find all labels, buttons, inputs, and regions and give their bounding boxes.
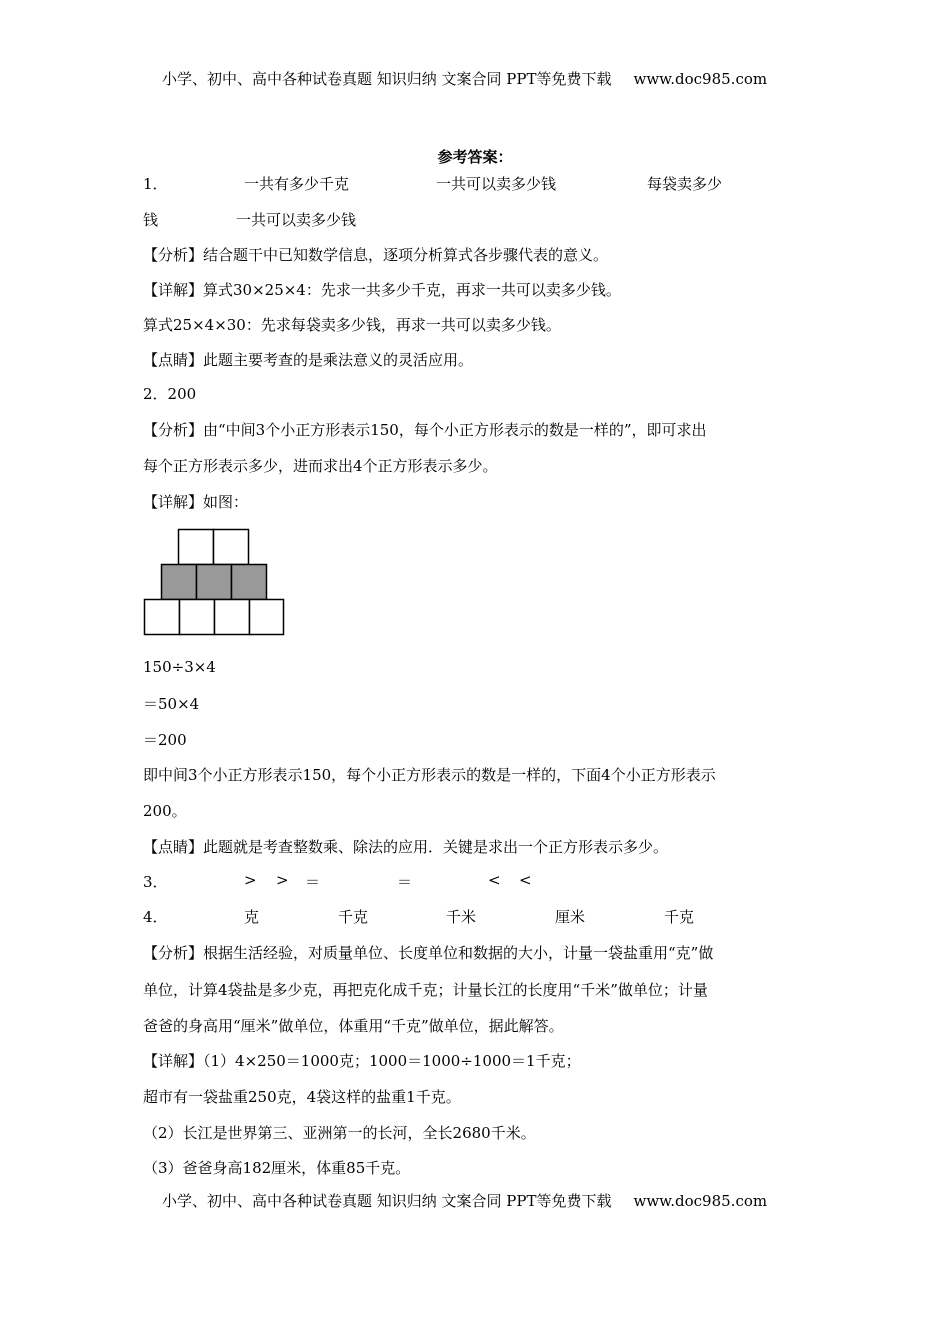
q4-detail-1: 【详解】（1）4×250＝1000克；1000＝1000÷1000＝1千克； xyxy=(143,1052,581,1070)
shaded-square xyxy=(162,565,197,600)
q1-detail-1: 【详解】算式30×25×4：先求一共多少千克，再求一共可以卖多少钱。 xyxy=(143,281,621,299)
q3-sign-4: ＝ xyxy=(397,873,413,891)
square-pyramid-figure xyxy=(143,528,285,636)
q4-unit-5: 千克 xyxy=(664,908,695,926)
answer-title: 参考答案： xyxy=(437,148,513,166)
q1-answer-3-cont: 钱 xyxy=(143,211,159,229)
q1-answer-1: 一共有多少千克 xyxy=(244,175,350,193)
top-square xyxy=(179,530,214,565)
bottom-row xyxy=(145,600,284,635)
q2-detail: 【详解】如图： xyxy=(143,493,249,511)
middle-row xyxy=(162,565,267,600)
q2-explain-2: 200。 xyxy=(143,802,187,820)
q3-sign-6: < xyxy=(519,871,532,889)
q4-analysis-1: 【分析】根据生活经验，对质量单位、长度单位和数据的大小，计量一袋盐重用“克”做 xyxy=(143,944,714,962)
q3-sign-5: < xyxy=(488,871,501,889)
q4-unit-4: 厘米 xyxy=(555,908,586,926)
q3-sign-1: > xyxy=(244,871,257,889)
q1-comment: 【点睛】此题主要考查的是乘法意义的灵活应用。 xyxy=(143,351,474,369)
bottom-square xyxy=(250,600,284,635)
page-header xyxy=(162,68,767,89)
page-footer xyxy=(162,1190,767,1211)
q1-analysis: 【分析】结合题干中已知数学信息，逐项分析算式各步骤代表的意义。 xyxy=(143,246,609,264)
q2-calc-2: ＝50×4 xyxy=(143,695,200,713)
q1-answer-3: 每袋卖多少 xyxy=(647,175,723,193)
q2-analysis-1: 【分析】由“中间3个小正方形表示150，每个小正方形表示的数是一样的”，即可求出 xyxy=(143,421,707,439)
q2-calc-3: ＝200 xyxy=(143,731,187,749)
shaded-square xyxy=(232,565,267,600)
q4-detail-4: （3）爸爸身高182厘米，体重85千克。 xyxy=(143,1159,411,1177)
q4-unit-3: 千米 xyxy=(446,908,477,926)
q4-num: 4． xyxy=(143,908,168,926)
footer-text: 小学、初中、高中各种试卷真题 知识归纳 文案合同 PPT等免费下载 xyxy=(162,1192,612,1210)
bottom-square xyxy=(145,600,180,635)
q2-explain-1: 即中间3个小正方形表示150，每个小正方形表示的数是一样的，下面4个小正方形表示 xyxy=(143,766,716,784)
top-square xyxy=(214,530,249,565)
q1-detail-2: 算式25×4×30：先求每袋卖多少钱，再求一共可以卖多少钱。 xyxy=(143,316,561,334)
q4-analysis-3: 爸爸的身高用“厘米”做单位，体重用“千克”做单位，据此解答。 xyxy=(143,1017,564,1035)
bottom-square xyxy=(215,600,250,635)
q4-analysis-2: 单位，计算4袋盐是多少克，再把克化成千克；计量长江的长度用“千米”做单位；计量 xyxy=(143,981,708,999)
footer-site[interactable]: www.doc985.com xyxy=(633,1192,768,1210)
top-row xyxy=(179,530,249,565)
q1-num: 1． xyxy=(143,175,168,193)
q3-sign-2: > xyxy=(276,871,289,889)
header-site[interactable]: www.doc985.com xyxy=(633,70,768,88)
bottom-square xyxy=(180,600,215,635)
q1-answer-4: 一共可以卖多少钱 xyxy=(236,211,357,229)
q4-detail-2: 超市有一袋盐重250克，4袋这样的盐重1千克。 xyxy=(143,1088,461,1106)
q1-answer-2: 一共可以卖多少钱 xyxy=(436,175,557,193)
q2-num: 2．200 xyxy=(143,385,197,403)
q2-analysis-2: 每个正方形表示多少，进而求出4个正方形表示多少。 xyxy=(143,457,498,475)
q3-sign-3: ＝ xyxy=(305,873,321,891)
header-text: 小学、初中、高中各种试卷真题 知识归纳 文案合同 PPT等免费下载 xyxy=(162,70,612,88)
q4-unit-2: 千克 xyxy=(338,908,369,926)
q2-comment: 【点睛】此题就是考查整数乘、除法的应用．关键是求出一个正方形表示多少。 xyxy=(143,838,669,856)
shaded-square xyxy=(197,565,232,600)
q3-num: 3． xyxy=(143,873,168,891)
q4-unit-1: 克 xyxy=(244,908,260,926)
q2-calc-1: 150÷3×4 xyxy=(143,658,216,676)
q4-detail-3: （2）长江是世界第三、亚洲第一的长河，全长2680千米。 xyxy=(143,1124,536,1142)
